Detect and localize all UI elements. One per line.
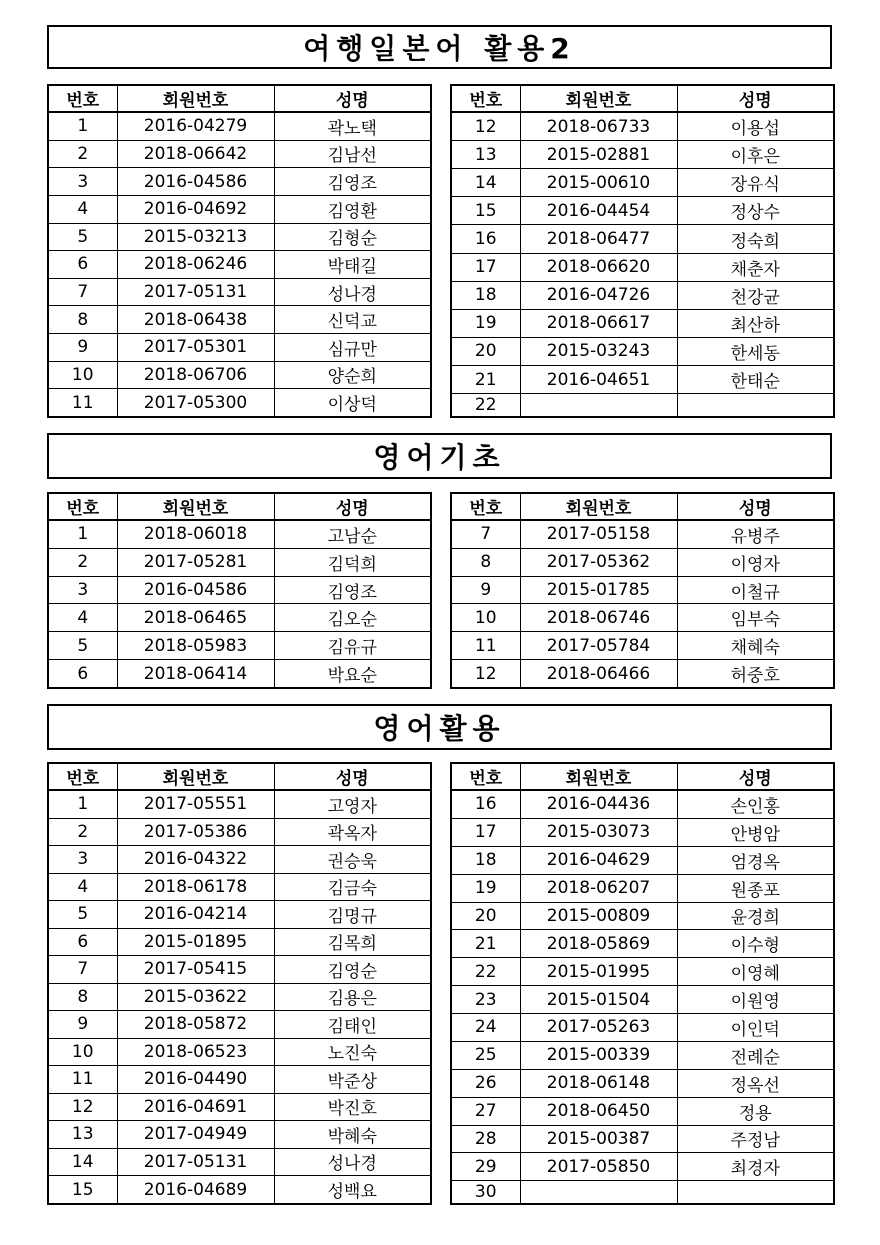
header-member-id: 회원번호 [520, 763, 677, 790]
table-row [451, 520, 834, 548]
member-name: 정숙희 [677, 225, 834, 253]
row-number: 13 [451, 141, 520, 169]
table-row [48, 251, 431, 279]
table-row [48, 278, 431, 306]
table-row [451, 986, 834, 1014]
header-no: 번호 [451, 763, 520, 790]
row-number: 9 [48, 1011, 117, 1039]
row-number: 11 [48, 389, 117, 417]
row-number: 5 [48, 632, 117, 660]
roster-table-english-basic-right [450, 492, 835, 689]
member-name: 이영자 [677, 548, 834, 576]
table-row [451, 1014, 834, 1042]
member-id: 2016-04692 [117, 195, 274, 223]
member-id: 2017-05386 [117, 818, 274, 846]
row-number: 25 [451, 1041, 520, 1069]
row-number: 19 [451, 874, 520, 902]
row-number: 18 [451, 846, 520, 874]
row-number: 12 [451, 660, 520, 688]
member-name: 김영조 [274, 576, 431, 604]
member-name: 이상덕 [274, 389, 431, 417]
member-id: 2015-01895 [117, 928, 274, 956]
row-number: 8 [451, 548, 520, 576]
member-name: 성나경 [274, 278, 431, 306]
row-number: 20 [451, 337, 520, 365]
table-row [48, 983, 431, 1011]
table-row [451, 1097, 834, 1125]
table-row [48, 140, 431, 168]
row-number: 4 [48, 604, 117, 632]
member-id: 2018-05872 [117, 1011, 274, 1039]
member-name: 정옥선 [677, 1069, 834, 1097]
member-id: 2016-04322 [117, 846, 274, 874]
table-row [48, 548, 431, 576]
member-id: 2017-05850 [520, 1153, 677, 1181]
member-name [677, 1181, 834, 1204]
member-name: 김덕희 [274, 548, 431, 576]
header-member-id: 회원번호 [117, 85, 274, 112]
member-name: 한세동 [677, 337, 834, 365]
row-number: 6 [48, 660, 117, 688]
table-row [48, 956, 431, 984]
member-id: 2017-05131 [117, 278, 274, 306]
row-number: 4 [48, 873, 117, 901]
header-name: 성명 [274, 493, 431, 520]
header-member-id: 회원번호 [520, 493, 677, 520]
member-id: 2015-03243 [520, 337, 677, 365]
member-name: 고남순 [274, 520, 431, 548]
member-id: 2018-06438 [117, 306, 274, 334]
member-name: 박진호 [274, 1093, 431, 1121]
member-id: 2017-05263 [520, 1014, 677, 1042]
member-name: 성나경 [274, 1148, 431, 1176]
member-name: 김명규 [274, 901, 431, 929]
table-row [48, 112, 431, 140]
section-title-japanese: 여행일본어 활용2 [47, 25, 832, 69]
table-row [48, 223, 431, 251]
row-number: 20 [451, 902, 520, 930]
member-id: 2016-04454 [520, 197, 677, 225]
member-id: 2018-06246 [117, 251, 274, 279]
row-number: 7 [451, 520, 520, 548]
member-id: 2016-04651 [520, 366, 677, 394]
member-name: 박혜숙 [274, 1121, 431, 1149]
table-row [48, 901, 431, 929]
member-id: 2018-05983 [117, 632, 274, 660]
row-number: 27 [451, 1097, 520, 1125]
member-name: 곽노택 [274, 112, 431, 140]
member-name: 노진숙 [274, 1038, 431, 1066]
row-number: 10 [48, 1038, 117, 1066]
member-id: 2017-05300 [117, 389, 274, 417]
header-member-id: 회원번호 [117, 493, 274, 520]
member-name: 권승욱 [274, 846, 431, 874]
member-name: 원종포 [677, 874, 834, 902]
row-number: 5 [48, 223, 117, 251]
member-name: 김금숙 [274, 873, 431, 901]
member-id: 2015-03213 [117, 223, 274, 251]
table-header-row [48, 763, 431, 790]
member-name: 이수형 [677, 930, 834, 958]
table-row [451, 1181, 834, 1204]
table-row [451, 1125, 834, 1153]
row-number: 7 [48, 278, 117, 306]
member-id: 2017-05281 [117, 548, 274, 576]
member-id: 2018-06414 [117, 660, 274, 688]
member-id: 2016-04586 [117, 576, 274, 604]
table-header-row [451, 763, 834, 790]
table-row [48, 168, 431, 196]
member-id: 2017-05784 [520, 632, 677, 660]
member-id: 2018-06642 [117, 140, 274, 168]
table-row [48, 334, 431, 362]
table-header-row [48, 493, 431, 520]
row-number: 16 [451, 225, 520, 253]
member-name: 김유규 [274, 632, 431, 660]
table-row [451, 281, 834, 309]
section-title-english-basic: 영어기초 [47, 433, 832, 479]
member-id: 2015-00610 [520, 169, 677, 197]
row-number: 28 [451, 1125, 520, 1153]
row-number: 13 [48, 1121, 117, 1149]
table-row [451, 141, 834, 169]
table-row [451, 632, 834, 660]
member-id: 2018-06706 [117, 361, 274, 389]
table-row [48, 1093, 431, 1121]
member-id: 2015-02881 [520, 141, 677, 169]
row-number: 3 [48, 576, 117, 604]
row-number: 22 [451, 394, 520, 417]
table-row [451, 548, 834, 576]
table-header-row [451, 493, 834, 520]
member-id [520, 1181, 677, 1204]
member-id: 2017-05362 [520, 548, 677, 576]
member-name: 김목희 [274, 928, 431, 956]
member-name: 장유식 [677, 169, 834, 197]
member-id: 2018-06207 [520, 874, 677, 902]
table-row [48, 928, 431, 956]
roster-table-english-basic-left [47, 492, 432, 689]
member-name: 김오순 [274, 604, 431, 632]
table-row [451, 253, 834, 281]
member-name: 김형순 [274, 223, 431, 251]
table-row [48, 576, 431, 604]
header-name: 성명 [274, 763, 431, 790]
row-number: 9 [48, 334, 117, 362]
member-id [520, 394, 677, 417]
member-name: 박태길 [274, 251, 431, 279]
row-number: 21 [451, 366, 520, 394]
table-row [451, 366, 834, 394]
member-name: 이영혜 [677, 958, 834, 986]
header-no: 번호 [451, 493, 520, 520]
row-number: 15 [48, 1176, 117, 1204]
member-name: 한태순 [677, 366, 834, 394]
row-number: 19 [451, 309, 520, 337]
member-id: 2017-05158 [520, 520, 677, 548]
header-name: 성명 [677, 85, 834, 112]
row-number: 23 [451, 986, 520, 1014]
row-number: 12 [48, 1093, 117, 1121]
member-id: 2015-00387 [520, 1125, 677, 1153]
member-name: 최경자 [677, 1153, 834, 1181]
row-number: 17 [451, 818, 520, 846]
table-row [451, 902, 834, 930]
member-id: 2016-04490 [117, 1066, 274, 1094]
table-row [451, 604, 834, 632]
member-name: 주정남 [677, 1125, 834, 1153]
table-row [48, 1121, 431, 1149]
member-id: 2017-05415 [117, 956, 274, 984]
member-id: 2018-05869 [520, 930, 677, 958]
member-name: 박준상 [274, 1066, 431, 1094]
member-name [677, 394, 834, 417]
row-number: 4 [48, 195, 117, 223]
row-number: 14 [48, 1148, 117, 1176]
table-row [451, 874, 834, 902]
member-name: 김태인 [274, 1011, 431, 1039]
table-row [451, 576, 834, 604]
member-id: 2018-06148 [520, 1069, 677, 1097]
member-id: 2016-04629 [520, 846, 677, 874]
row-number: 5 [48, 901, 117, 929]
member-id: 2018-06477 [520, 225, 677, 253]
row-number: 16 [451, 790, 520, 818]
member-id: 2016-04214 [117, 901, 274, 929]
member-id: 2018-06523 [117, 1038, 274, 1066]
member-id: 2017-05131 [117, 1148, 274, 1176]
table-row [48, 604, 431, 632]
member-id: 2017-04949 [117, 1121, 274, 1149]
member-id: 2015-01785 [520, 576, 677, 604]
table-row [48, 1038, 431, 1066]
table-row [48, 306, 431, 334]
row-number: 1 [48, 790, 117, 818]
member-name: 유병주 [677, 520, 834, 548]
row-number: 2 [48, 548, 117, 576]
row-number: 29 [451, 1153, 520, 1181]
table-row [48, 361, 431, 389]
table-row [451, 112, 834, 141]
table-row [48, 1066, 431, 1094]
roster-table-english-applied-right [450, 762, 835, 1205]
member-id: 2016-04726 [520, 281, 677, 309]
table-row [48, 195, 431, 223]
member-name: 안병암 [677, 818, 834, 846]
member-name: 이원영 [677, 986, 834, 1014]
member-id: 2015-03622 [117, 983, 274, 1011]
header-name: 성명 [677, 763, 834, 790]
member-id: 2018-06733 [520, 112, 677, 141]
member-name: 김남선 [274, 140, 431, 168]
table-row [451, 394, 834, 417]
member-id: 2018-06178 [117, 873, 274, 901]
row-number: 8 [48, 306, 117, 334]
member-name: 신덕교 [274, 306, 431, 334]
member-name: 정상수 [677, 197, 834, 225]
table-row [451, 197, 834, 225]
member-name: 이용섭 [677, 112, 834, 141]
member-name: 곽옥자 [274, 818, 431, 846]
member-id: 2017-05551 [117, 790, 274, 818]
member-name: 김영환 [274, 195, 431, 223]
table-row [48, 520, 431, 548]
table-header-row [48, 85, 431, 112]
member-name: 심규만 [274, 334, 431, 362]
member-id: 2018-06465 [117, 604, 274, 632]
member-name: 엄경옥 [677, 846, 834, 874]
table-row [451, 169, 834, 197]
member-name: 허중호 [677, 660, 834, 688]
header-no: 번호 [48, 763, 117, 790]
table-row [451, 225, 834, 253]
member-name: 윤경희 [677, 902, 834, 930]
member-id: 2016-04586 [117, 168, 274, 196]
row-number: 21 [451, 930, 520, 958]
member-id: 2015-00809 [520, 902, 677, 930]
table-row [48, 873, 431, 901]
member-id: 2016-04279 [117, 112, 274, 140]
member-name: 최산하 [677, 309, 834, 337]
table-row [48, 1176, 431, 1204]
member-name: 채혜숙 [677, 632, 834, 660]
row-number: 2 [48, 140, 117, 168]
member-id: 2016-04691 [117, 1093, 274, 1121]
roster-table-japanese-right [450, 84, 835, 418]
table-row [48, 632, 431, 660]
table-row [451, 930, 834, 958]
row-number: 24 [451, 1014, 520, 1042]
row-number: 8 [48, 983, 117, 1011]
header-name: 성명 [274, 85, 431, 112]
roster-table-japanese-left [47, 84, 432, 418]
member-name: 이후은 [677, 141, 834, 169]
row-number: 6 [48, 928, 117, 956]
row-number: 3 [48, 168, 117, 196]
row-number: 17 [451, 253, 520, 281]
row-number: 1 [48, 112, 117, 140]
table-row [48, 846, 431, 874]
header-no: 번호 [451, 85, 520, 112]
member-id: 2018-06617 [520, 309, 677, 337]
table-header-row [451, 85, 834, 112]
member-name: 성백요 [274, 1176, 431, 1204]
row-number: 18 [451, 281, 520, 309]
row-number: 22 [451, 958, 520, 986]
member-name: 채춘자 [677, 253, 834, 281]
table-row [48, 1148, 431, 1176]
member-id: 2015-00339 [520, 1041, 677, 1069]
member-name: 천강균 [677, 281, 834, 309]
table-row [48, 389, 431, 417]
member-id: 2015-01504 [520, 986, 677, 1014]
member-name: 손인홍 [677, 790, 834, 818]
header-no: 번호 [48, 85, 117, 112]
table-row [451, 1153, 834, 1181]
table-row [48, 1011, 431, 1039]
roster-table-english-applied-left [47, 762, 432, 1205]
row-number: 12 [451, 112, 520, 141]
member-id: 2018-06746 [520, 604, 677, 632]
member-id: 2018-06450 [520, 1097, 677, 1125]
table-row [451, 846, 834, 874]
table-row [451, 309, 834, 337]
member-name: 전례순 [677, 1041, 834, 1069]
member-name: 임부숙 [677, 604, 834, 632]
row-number: 26 [451, 1069, 520, 1097]
header-member-id: 회원번호 [520, 85, 677, 112]
row-number: 15 [451, 197, 520, 225]
table-row [48, 818, 431, 846]
header-name: 성명 [677, 493, 834, 520]
row-number: 1 [48, 520, 117, 548]
member-id: 2016-04689 [117, 1176, 274, 1204]
member-name: 양순희 [274, 361, 431, 389]
table-row [451, 790, 834, 818]
table-row [48, 790, 431, 818]
row-number: 14 [451, 169, 520, 197]
member-id: 2018-06466 [520, 660, 677, 688]
table-row [451, 1041, 834, 1069]
row-number: 10 [48, 361, 117, 389]
header-member-id: 회원번호 [117, 763, 274, 790]
member-name: 김영순 [274, 956, 431, 984]
table-row [451, 818, 834, 846]
section-title-english-applied: 영어활용 [47, 704, 832, 750]
table-row [48, 660, 431, 688]
row-number: 6 [48, 251, 117, 279]
row-number: 2 [48, 818, 117, 846]
row-number: 11 [48, 1066, 117, 1094]
member-id: 2016-04436 [520, 790, 677, 818]
row-number: 10 [451, 604, 520, 632]
member-id: 2017-05301 [117, 334, 274, 362]
table-row [451, 958, 834, 986]
table-row [451, 660, 834, 688]
row-number: 9 [451, 576, 520, 604]
member-id: 2018-06018 [117, 520, 274, 548]
member-name: 이철규 [677, 576, 834, 604]
member-name: 이인덕 [677, 1014, 834, 1042]
member-name: 정용 [677, 1097, 834, 1125]
row-number: 30 [451, 1181, 520, 1204]
header-no: 번호 [48, 493, 117, 520]
member-name: 김영조 [274, 168, 431, 196]
member-id: 2015-03073 [520, 818, 677, 846]
member-id: 2015-01995 [520, 958, 677, 986]
member-name: 고영자 [274, 790, 431, 818]
row-number: 11 [451, 632, 520, 660]
member-name: 박요순 [274, 660, 431, 688]
table-row [451, 337, 834, 365]
row-number: 3 [48, 846, 117, 874]
table-row [451, 1069, 834, 1097]
member-id: 2018-06620 [520, 253, 677, 281]
row-number: 7 [48, 956, 117, 984]
member-name: 김용은 [274, 983, 431, 1011]
